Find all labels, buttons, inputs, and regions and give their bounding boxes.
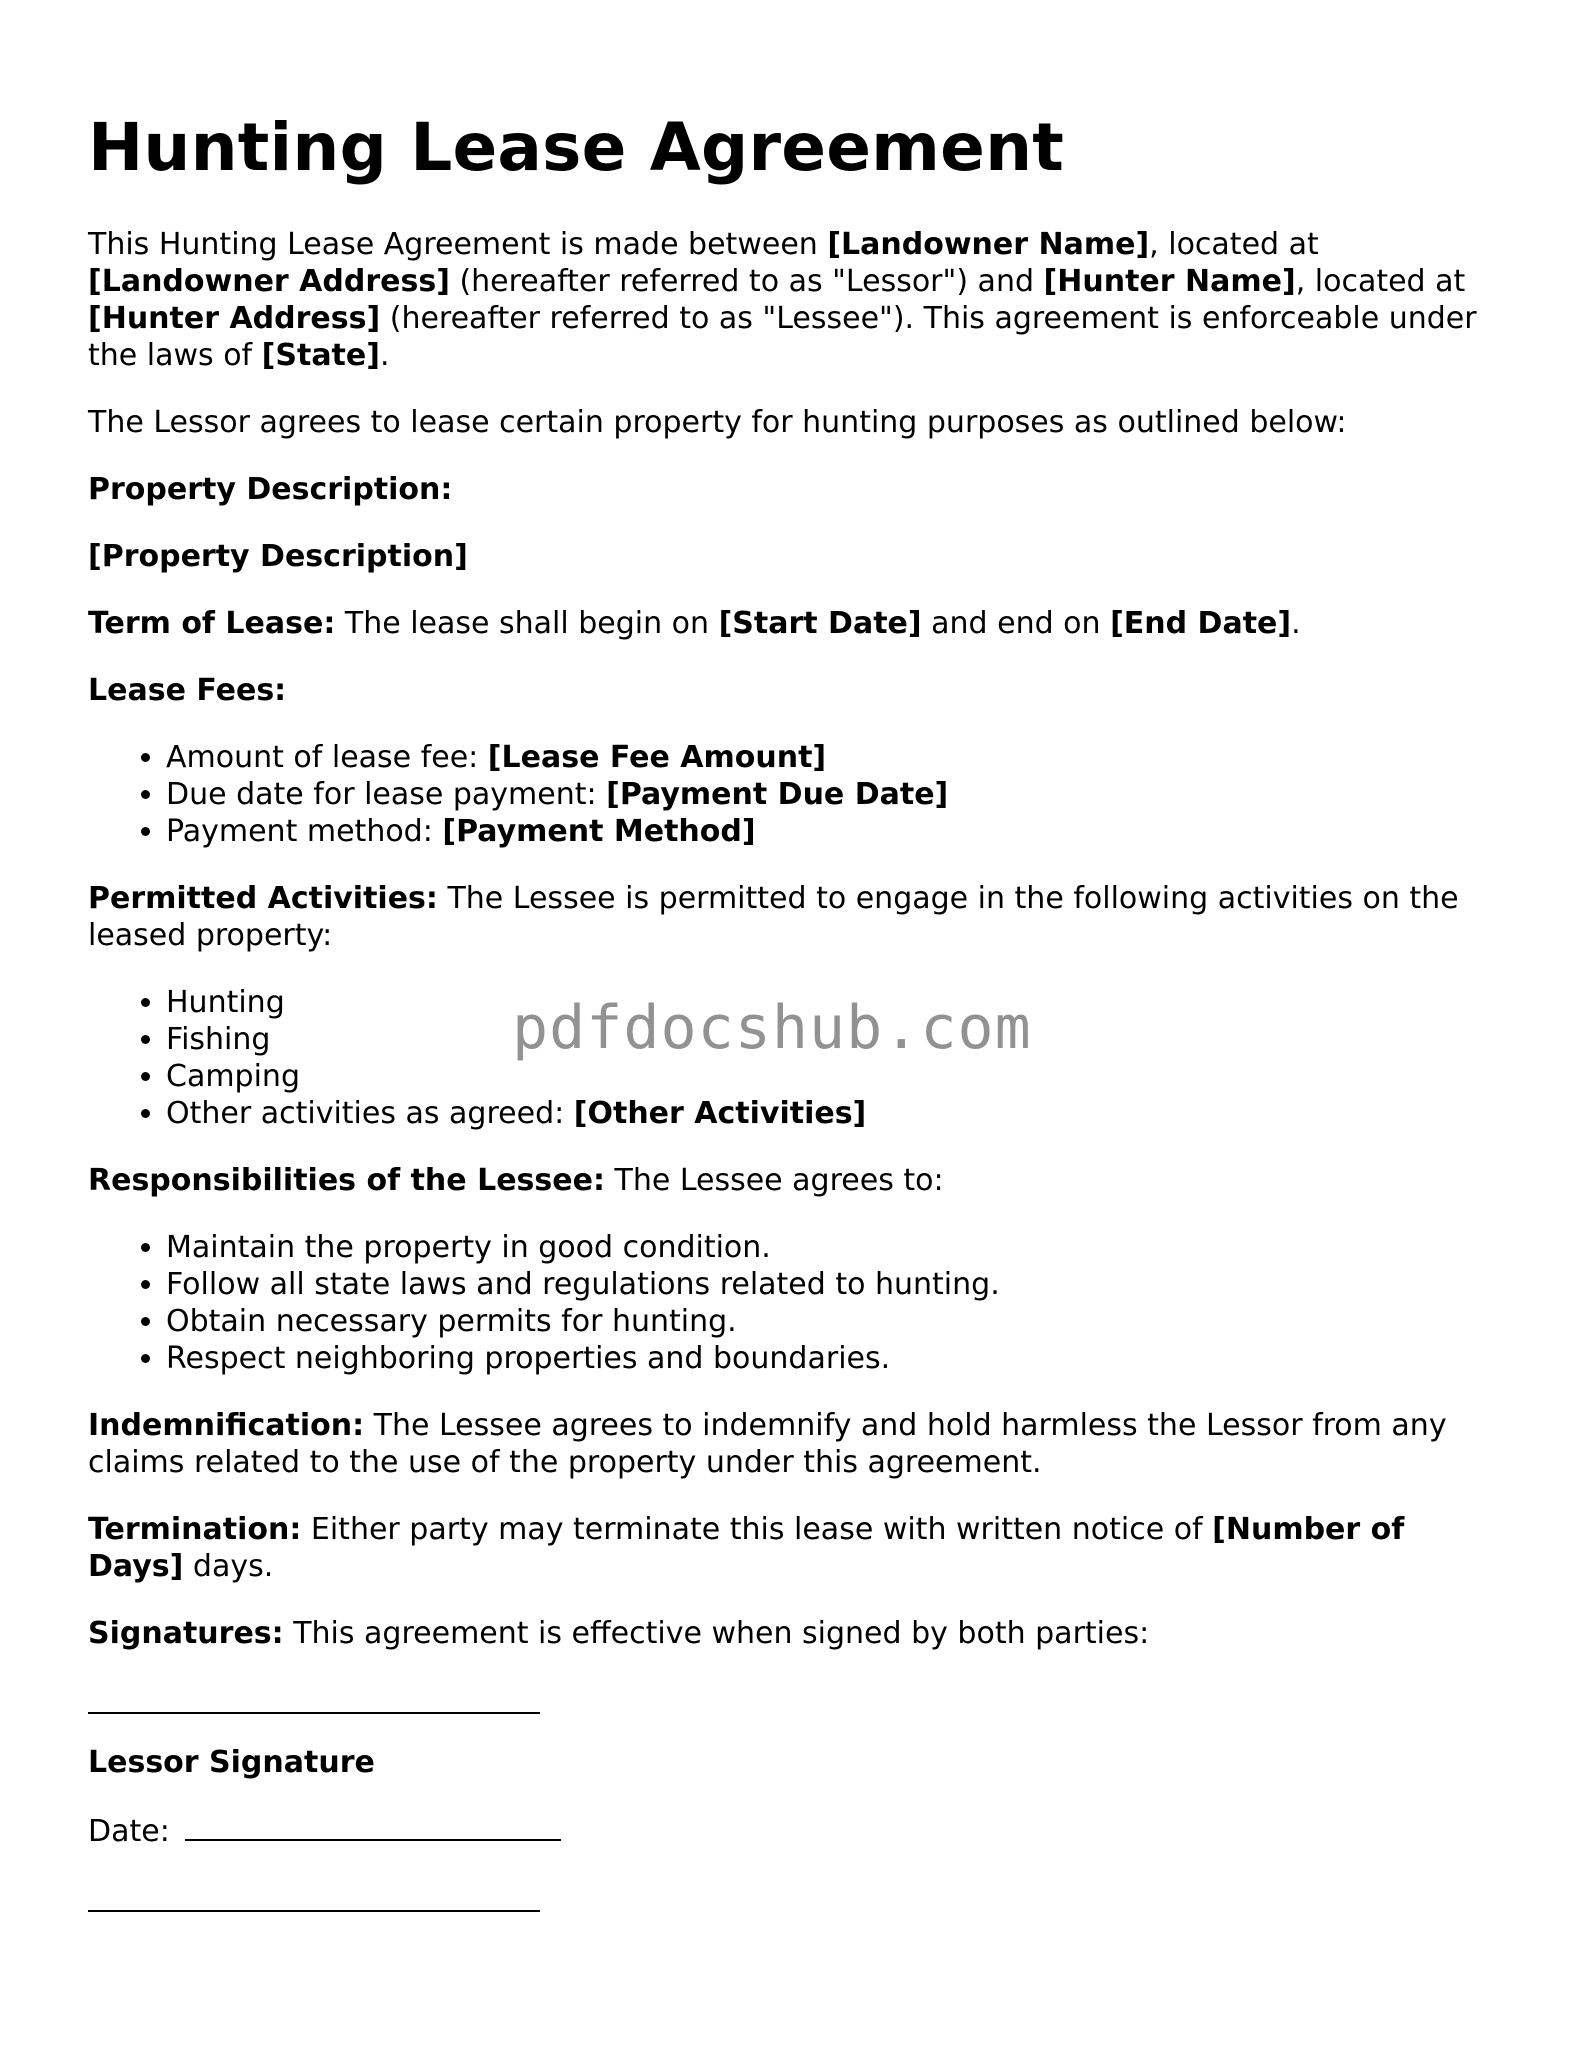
list-item: • Hunting <box>166 984 1508 1021</box>
indemnification-text: The Lessee agrees to indemnify and hold harmless the Lessor from any claims related to the use of the property under this agreement. <box>88 1408 1447 1480</box>
lessor-signature-line[interactable] <box>88 1710 540 1714</box>
lessor-signature-label: Lessor Signature <box>88 1745 375 1780</box>
termination <box>88 1511 1508 1585</box>
fee-label: Due date for lease payment: <box>166 777 607 812</box>
responsibilities-heading: Responsibilities of the Lessee: <box>88 1163 605 1198</box>
watermark: pdfdocshub.com <box>512 993 1032 1063</box>
intro-text: . <box>379 338 390 373</box>
intro-text: , located at <box>1295 264 1466 299</box>
termination-text: Either party may terminate this lease with written notice of <box>301 1512 1213 1547</box>
lessor-signature-block <box>88 1710 1508 1850</box>
list-item: • Fishing <box>166 1021 1508 1058</box>
lessor-date-line[interactable] <box>185 1811 561 1841</box>
other-activities-field: [Other Activities] <box>573 1096 867 1131</box>
responsibilities-list <box>88 1229 1508 1377</box>
indemnification-heading: Indemnification: <box>88 1408 365 1443</box>
list-item: • Obtain necessary permits for hunting. <box>166 1303 1508 1340</box>
list-item <box>166 1095 1508 1132</box>
term-of-lease <box>88 605 1508 642</box>
landowner-address-field: [Landowner Address] <box>88 264 450 299</box>
lease-fees-heading-text: Lease Fees: <box>88 673 287 708</box>
signatures <box>88 1615 1508 1652</box>
signatures-heading: Signatures: <box>88 1616 284 1651</box>
term-text: . <box>1291 606 1301 641</box>
list-item <box>166 776 1508 813</box>
intro-text: This Hunting Lease Agreement is made between <box>88 227 828 262</box>
payment-method-field: [Payment Method] <box>442 814 756 849</box>
list-item: • Camping <box>166 1058 1508 1095</box>
intro-text: , located at <box>1149 227 1319 262</box>
document-page <box>88 0 1508 1912</box>
list-item: • Maintain the property in good condition. <box>166 1229 1508 1266</box>
term-text: and end on <box>921 606 1111 641</box>
activities-heading: Permitted Activities: <box>88 881 438 916</box>
fee-label: Amount of lease fee: <box>166 740 488 775</box>
property-description-field: [Property Description] <box>88 539 468 574</box>
end-date-field: [End Date] <box>1110 606 1292 641</box>
termination-heading: Termination: <box>88 1512 302 1547</box>
permitted-activities <box>88 880 1508 954</box>
responsibilities-text: The Lessee agrees to: <box>604 1163 944 1198</box>
hunter-name-field: [Hunter Name] <box>1043 264 1296 299</box>
property-heading <box>88 471 1508 508</box>
term-text: The lease shall begin on <box>335 606 719 641</box>
intro-text: (hereafter referred to as "Lessor") and <box>449 264 1044 299</box>
payment-due-date-field: [Payment Due Date] <box>606 777 949 812</box>
list-item <box>166 813 1508 850</box>
lease-statement: The Lessor agrees to lease certain property for hunting purposes as outlined below: <box>88 405 1347 440</box>
landowner-name-field: [Landowner Name] <box>827 227 1150 262</box>
activities-text: The Lessee is permitted to engage in the following activities on the leased property: <box>88 881 1459 953</box>
document-title: Hunting Lease Agreement <box>88 109 1065 186</box>
list-item <box>166 739 1508 776</box>
lessor-date-row <box>88 1811 1508 1850</box>
termination-text: days. <box>183 1549 274 1584</box>
indemnification <box>88 1407 1508 1481</box>
list-item: • Respect neighboring properties and boundaries. <box>166 1340 1508 1377</box>
lease-fee-amount-field: [Lease Fee Amount] <box>487 740 827 775</box>
lease-fees-list <box>88 739 1508 850</box>
term-heading: Term of Lease: <box>88 606 336 641</box>
date-label: Date: <box>88 1814 180 1849</box>
intro-text: (hereafter referred to as "Lessee"). This agreement is enforceable under the laws of <box>88 301 1477 373</box>
lease-fees-heading <box>88 672 1508 709</box>
lessee-signature-line[interactable] <box>88 1908 540 1912</box>
fee-label: Payment method: <box>166 814 443 849</box>
lessee-signature-block <box>88 1908 1508 1912</box>
intro-paragraph <box>88 226 1508 374</box>
list-item: • Follow all state laws and regulations related to hunting. <box>166 1266 1508 1303</box>
property-description <box>88 538 1508 575</box>
hunter-address-field: [Hunter Address] <box>88 301 381 336</box>
responsibilities <box>88 1162 1508 1199</box>
property-heading-text: Property Description: <box>88 472 453 507</box>
signatures-text: This agreement is effective when signed by both parties: <box>283 1616 1150 1651</box>
start-date-field: [Start Date] <box>718 606 922 641</box>
state-field: [State] <box>261 338 380 373</box>
other-activities-label: Other activities as agreed: <box>166 1096 574 1131</box>
number-of-days-field: [Number of Days] <box>88 1512 1405 1584</box>
